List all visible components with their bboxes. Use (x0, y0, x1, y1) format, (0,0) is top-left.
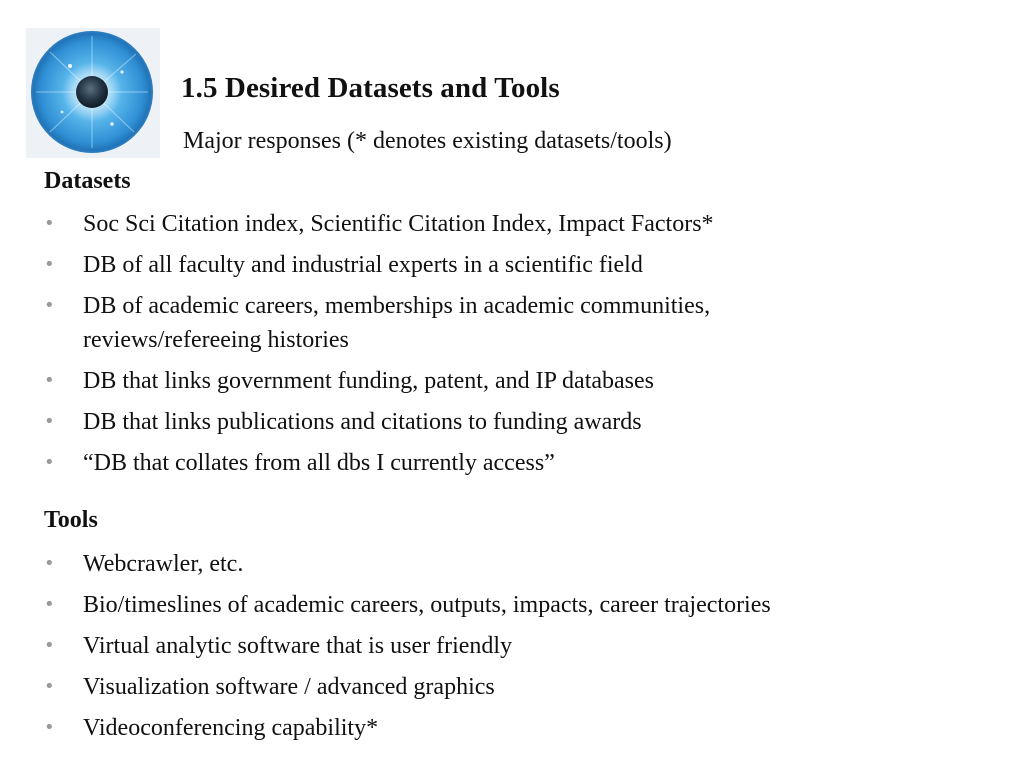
list-item (44, 629, 944, 663)
list-item (44, 446, 944, 480)
list-item (44, 364, 944, 398)
list-item-text: Webcrawler, etc. (83, 551, 244, 577)
bullet-icon: • (44, 370, 55, 391)
list-item-text (83, 289, 710, 357)
list-item (44, 289, 944, 357)
slide-title: 1.5 Desired Datasets and Tools (181, 72, 560, 104)
slide-subtitle: Major responses (* denotes existing datasets/tools) (183, 128, 672, 154)
list-item-text: DB that links government funding, patent, and IP databases (83, 368, 654, 394)
list-item-text-line: DB of academic careers, memberships in academic communities, (83, 293, 711, 319)
datasets-list (44, 207, 944, 487)
list-item-text: Virtual analytic software that is user friendly (83, 633, 513, 659)
bullet-icon: • (44, 717, 55, 738)
tools-list (44, 547, 944, 752)
bullet-icon: • (44, 676, 55, 697)
list-item-text: Videoconferencing capability* (83, 715, 379, 741)
list-item (44, 547, 944, 581)
list-item (44, 588, 944, 622)
bullet-icon: • (44, 553, 55, 574)
bullet-icon: • (44, 254, 55, 275)
list-item-text: DB of all faculty and industrial experts in a scientific field (83, 252, 643, 278)
list-item-text: “DB that collates from all dbs I currently access” (83, 450, 555, 476)
bullet-icon: • (44, 635, 55, 656)
list-item (44, 248, 944, 282)
datasets-heading: Datasets (44, 168, 131, 194)
bullet-icon: • (44, 213, 55, 234)
bullet-icon: • (44, 452, 55, 473)
list-item (44, 405, 944, 439)
list-item-text: Bio/timeslines of academic careers, outputs, impacts, career trajectories (83, 592, 771, 618)
list-item-text: Soc Sci Citation index, Scientific Citation Index, Impact Factors* (83, 211, 714, 237)
bullet-icon: • (44, 411, 55, 432)
list-item (44, 711, 944, 745)
bullet-icon: • (44, 594, 55, 615)
list-item-text: DB that links publications and citations to funding awards (83, 409, 642, 435)
list-item-text-line: reviews/refereeing histories (83, 327, 349, 353)
eye-iris-icon (26, 28, 160, 158)
list-item-text: Visualization software / advanced graphics (83, 674, 495, 700)
bullet-icon: • (44, 295, 55, 316)
list-item (44, 670, 944, 704)
list-item (44, 207, 944, 241)
tools-heading: Tools (44, 507, 98, 533)
